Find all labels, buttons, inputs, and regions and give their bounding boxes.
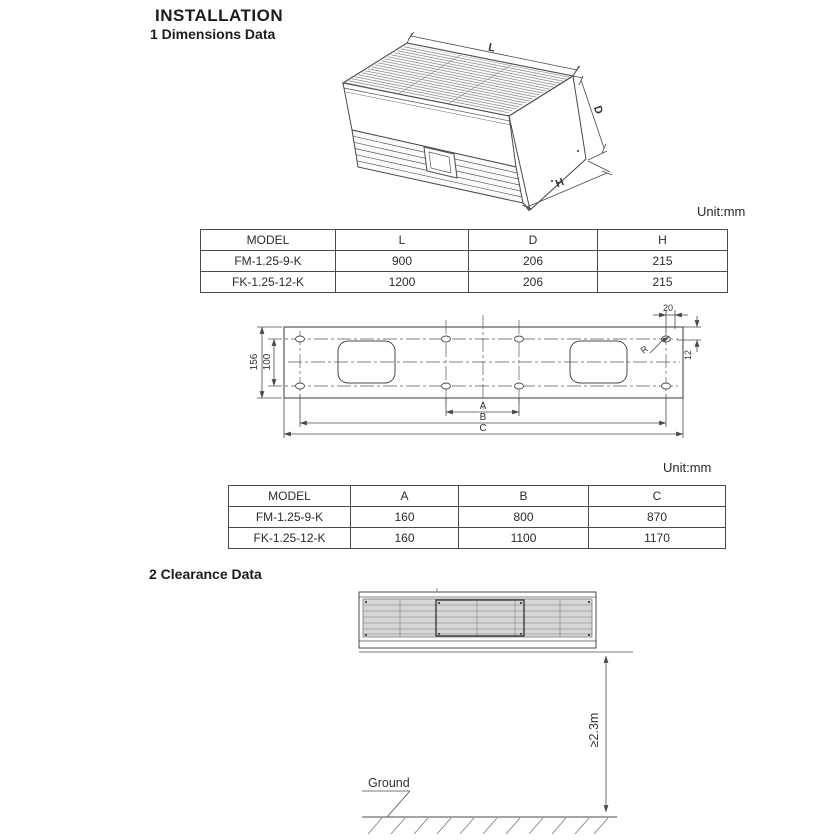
page-title: INSTALLATION: [155, 6, 284, 25]
table-cell: 900: [336, 251, 469, 272]
ground-leader: [362, 791, 410, 817]
unit-label-2: Unit:mm: [663, 460, 712, 475]
column-header: MODEL: [229, 486, 351, 507]
plate-dim-100-label: 100: [262, 353, 273, 371]
clearance-unit-front: [359, 588, 633, 652]
column-header: D: [469, 230, 598, 251]
screw-dot: [551, 180, 553, 182]
table-cell: 160: [351, 528, 459, 549]
column-header: C: [589, 486, 726, 507]
table-cell: FK-1.25-12-K: [201, 272, 336, 293]
table-cell: FK-1.25-12-K: [229, 528, 351, 549]
table-header-row: [229, 486, 726, 507]
column-header: H: [598, 230, 728, 251]
plate-dim-b-label: B: [479, 412, 487, 423]
iso-dim-l-label: L: [487, 41, 497, 55]
clearance-dim-label: ≥2.3m: [587, 712, 601, 748]
table-cell: 215: [598, 272, 728, 293]
section-1-title: 1 Dimensions Data: [150, 26, 276, 42]
table-cell: 160: [351, 507, 459, 528]
plate-dim-20-label: 20: [662, 303, 674, 313]
table-cell: 1200: [336, 272, 469, 293]
iso-dim-h-label: H: [553, 176, 566, 191]
iso-dim-d-label: D: [590, 104, 605, 116]
column-header: B: [459, 486, 589, 507]
column-header: MODEL: [201, 230, 336, 251]
table-cell: 1100: [459, 528, 589, 549]
plate-dim-12-label: 12: [683, 349, 693, 361]
screw-dot: [577, 150, 579, 152]
plate-dim-r-label: R: [638, 343, 650, 356]
plate-dim-c-label: C: [479, 423, 487, 434]
unit-label-1: Unit:mm: [697, 204, 746, 219]
ground-label: Ground: [368, 776, 410, 790]
table-cell: FM-1.25-9-K: [229, 507, 351, 528]
plate-dim-156-label: 156: [249, 353, 260, 371]
mounting-table: [228, 485, 726, 549]
section-2-title: 2 Clearance Data: [149, 566, 262, 582]
column-header: L: [336, 230, 469, 251]
table-cell: 870: [589, 507, 726, 528]
table-row: [229, 528, 726, 549]
ground-surface: [362, 817, 617, 834]
isometric-unit-drawing: [330, 25, 630, 230]
plate-dim-a-label: A: [479, 401, 487, 412]
mounting-plate-drawing: [240, 300, 710, 448]
table-cell: 800: [459, 507, 589, 528]
table-row: [201, 272, 728, 293]
plate-outline: [284, 327, 683, 398]
table-cell: 206: [469, 251, 598, 272]
clearance-drawing: [350, 583, 660, 838]
column-header: A: [351, 486, 459, 507]
table-cell: 215: [598, 251, 728, 272]
table-cell: 1170: [589, 528, 726, 549]
dimensions-table: [200, 229, 728, 293]
table-row: [201, 251, 728, 272]
table-cell: 206: [469, 272, 598, 293]
table-header-row: [201, 230, 728, 251]
table-row: [229, 507, 726, 528]
table-cell: FM-1.25-9-K: [201, 251, 336, 272]
